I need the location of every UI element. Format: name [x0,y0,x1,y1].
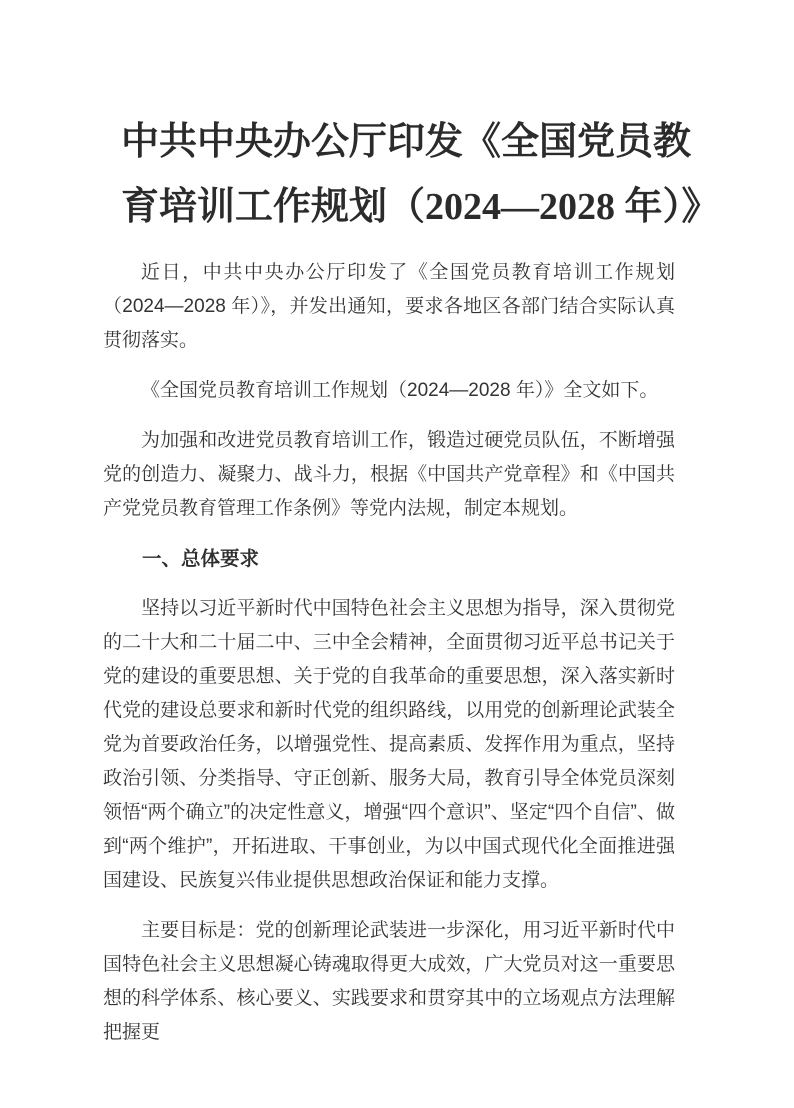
paragraph-main-goals: 主要目标是：党的创新理论武装进一步深化，用习近平新时代中国特色社会主义思想凝心铸魂取得更大成效，广大党员对这一重要思想的科学体系、核心要义、实践要求和贯穿其中的立场观点方法理解把握更 [103,920,675,1043]
title-line-1: 中共中央办公厅印发《全国党员教 [121,121,692,163]
paragraph-guiding-ideology: 坚持以习近平新时代中国特色社会主义思想为指导，深入贯彻党的二十大和二十届二中、三中全会精神，全面贯彻习近平总书记关于党的建设的重要思想、关于党的自我革命的重要思想，深入落实新时代党的建设总要求和新时代党的组织路线，以用党的创新理论武装全党为首要政治任务，以增强党性、提高素质、发挥作用为重点，坚持政治引领、分类指导、守正创新、服务大局，教育引导全体党员深刻领悟“两个确立”的决定性意义，增强“四个意识”、坚定“四个自信”、做到“两个维护”，开拓进取、干事创业，为以中国式现代化全面推进强国建设、民族复兴伟业提供思想政治保证和能力支撑。 [103,598,675,891]
title-line-2: 育培训工作规划（2024—2028 年）》 [121,186,720,228]
paragraph-fulltext-note: 《全国党员教育培训工作规划（2024—2028 年）》全文如下。 [141,380,659,401]
section-heading-overall-requirements: 一、总体要求 [142,548,260,570]
document-title [121,110,720,240]
paragraph-publication-notice: 近日，中共中央办公厅印发了《全国党员教育培训工作规划（2024—2028 年）》，并发出通知，要求各地区各部门结合实际认真贯彻落实。 [103,262,675,351]
paragraph-preamble: 为加强和改进党员教育培训工作，锻造过硬党员队伍，不断增强党的创造力、凝聚力、战斗力，根据《中国共产党章程》和《中国共产党党员教育管理工作条例》等党内法规，制定本规划。 [103,430,675,519]
